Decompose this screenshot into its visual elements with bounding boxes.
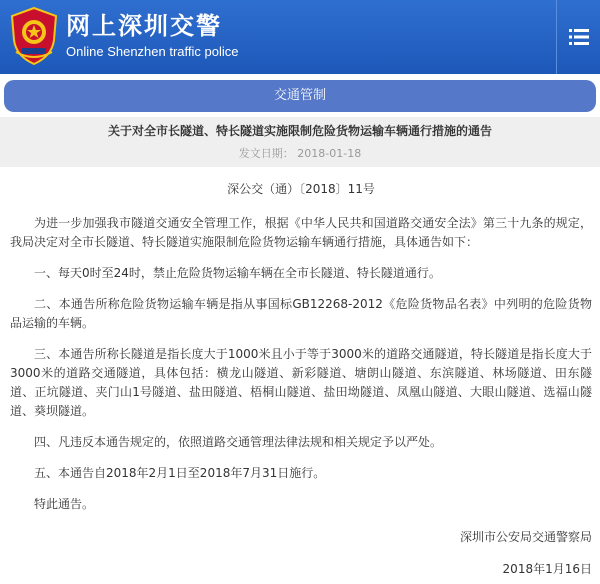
issuer-signature: 深圳市公安局交通警察局 — [459, 530, 592, 544]
article-paragraph: 四、凡违反本通告规定的，依照道路交通管理法律法规和相关规定予以严处。 — [34, 435, 443, 449]
article-paragraph: 一、每天0时至24时，禁止危险货物运输车辆在全市长隧道、特长隧道通行。 — [34, 266, 441, 280]
police-emblem-icon[interactable] — [8, 6, 60, 66]
article-header — [0, 117, 600, 167]
site-title: 网上深圳交警 — [66, 12, 222, 40]
section-tab-traffic-control[interactable]: 交通管制 — [4, 80, 596, 112]
site-header — [0, 0, 600, 74]
article-paragraph: 为进一步加强我市隧道交通安全管理工作，根据《中华人民共和国道路交通安全法》第三十九条的规定，我局决定对全市长隧道、特长隧道实施限制危险货物运输车辆通行措施，具体通告如下： — [10, 216, 592, 249]
article-title: 关于对全市长隧道、特长隧道实施限制危险货物运输车辆通行措施的通告 — [107, 124, 492, 138]
publish-date: 发文日期： 2018-01-18 — [238, 147, 362, 160]
menu-button[interactable] — [556, 0, 600, 74]
article-paragraph: 特此通告。 — [34, 497, 95, 511]
site-subtitle: Online Shenzhen traffic police — [66, 44, 239, 59]
document-number: 深公交（通）〔2018〕11号 — [227, 182, 375, 196]
article-paragraph: 三、本通告所称长隧道是指长度大于1000米且小于等于3000米的道路交通隧道，特长隧道是指长度大于3000米的道路交通隧道，具体包括：横龙山隧道、新彩隧道、塘朗山隧道、东滨隧道、林场隧道、田东隧道、正坑隧道、夹门山1号隧道、盐田隧道、梧桐山隧道、盐田坳隧道、凤凰山隧道、大眼山隧道、选福山隧道、葵坝隧道。 — [10, 347, 592, 418]
sign-date: 2018年1月16日 — [502, 562, 592, 576]
article-paragraph: 二、本通告所称危险货物运输车辆是指从事国标GB12268-2012《危险货物品名表》中列明的危险货物品运输的车辆。 — [10, 297, 592, 330]
article-paragraph: 五、本通告自2018年2月1日至2018年7月31日施行。 — [34, 466, 326, 480]
hamburger-menu-icon — [569, 28, 589, 46]
article-body — [10, 180, 592, 526]
